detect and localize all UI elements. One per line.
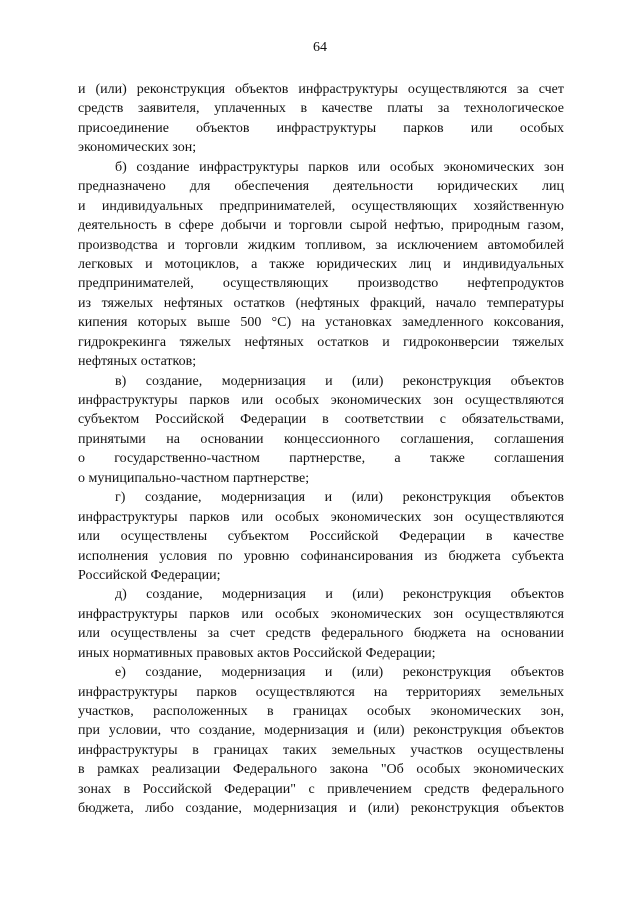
text-line: деятельность в сфере добычи и торговли сырой нефтью, природным газом, <box>78 218 564 234</box>
text-line: при условии, что создание, модернизация и (или) реконструкция объектов <box>78 723 564 739</box>
text-line: е) создание, модернизация и (или) реконструкция объектов <box>115 665 564 681</box>
text-line: и индивидуальных предпринимателей, осуществляющих хозяйственную <box>78 198 564 214</box>
text-line: гидрокрекинга тяжелых нефтяных остатков и гидроконверсии тяжелых <box>78 334 564 350</box>
text-line: инфраструктуры парков или особых экономических зон осуществляются <box>78 509 564 525</box>
text-line: предпринимателей, осуществляющих производство нефтепродуктов <box>78 276 564 292</box>
text-line: о муниципально-частном партнерстве; <box>78 470 310 486</box>
text-line: в рамках реализации Федерального закона "Об особых экономических <box>78 762 564 778</box>
text-line: из тяжелых нефтяных остатков (нефтяных фракций, начало температуры <box>78 295 564 311</box>
text-line: в) создание, модернизация и (или) реконструкция объектов <box>115 373 564 389</box>
text-line: зонах в Российской Федерации" с привлечением средств федерального <box>78 781 564 797</box>
text-line: или осуществлены субъектом Российской Федерации в качестве <box>78 529 564 545</box>
text-line: или осуществлены за счет средств федерального бюджета на основании <box>78 626 564 642</box>
text-line: субъектом Российской Федерации в соответствии с обязательствами, <box>78 412 564 428</box>
text-line: бюджета, либо создание, модернизация и (или) реконструкция объектов <box>78 801 564 817</box>
body-text <box>78 80 564 819</box>
text-line: д) создание, модернизация и (или) реконструкция объектов <box>115 587 564 603</box>
text-line: нефтяных остатков; <box>78 354 197 370</box>
text-line: принятыми на основании концессионного соглашения, соглашения <box>78 431 564 447</box>
text-line: инфраструктуры в границах таких земельных участков осуществлены <box>78 742 564 758</box>
text-line: г) создание, модернизация и (или) реконструкция объектов <box>115 490 564 506</box>
page-number: 64 <box>313 40 327 55</box>
text-line: иных нормативных правовых актов Российской Федерации; <box>78 645 436 661</box>
text-line: производства и торговли жидким топливом, за исключением автомобилей <box>78 237 564 253</box>
text-line: участков, расположенных в границах особых экономических зон, <box>78 704 564 719</box>
text-line: присоединение объектов инфраструктуры парков или особых <box>78 120 564 136</box>
text-line: о государственно-частном партнерстве, а также соглашения <box>78 451 564 467</box>
text-line: и (или) реконструкция объектов инфраструктуры осуществляются за счет <box>78 82 564 97</box>
text-line: инфраструктуры парков осуществляются на территориях земельных <box>78 684 564 700</box>
text-line: Российской Федерации; <box>78 567 221 583</box>
text-line: средств заявителя, уплаченных в качестве платы за технологическое <box>78 101 564 117</box>
text-line: инфраструктуры парков или особых экономических зон осуществляются <box>78 606 564 622</box>
text-line: легковых и мотоциклов, а также юридических лиц и индивидуальных <box>78 256 564 272</box>
text-line: инфраструктуры парков или особых экономических зон осуществляются <box>78 393 564 408</box>
text-line: исполнения условия по уровню софинансирования из бюджета субъекта <box>78 548 564 564</box>
text-line: экономических зон; <box>78 140 197 156</box>
text-line: предназначено для обеспечения деятельности юридических лиц <box>78 179 564 195</box>
text-line: кипения которых выше 500 °С) на установках замедленного коксования, <box>78 315 564 331</box>
text-line: б) создание инфраструктуры парков или особых экономических зон <box>115 159 564 175</box>
